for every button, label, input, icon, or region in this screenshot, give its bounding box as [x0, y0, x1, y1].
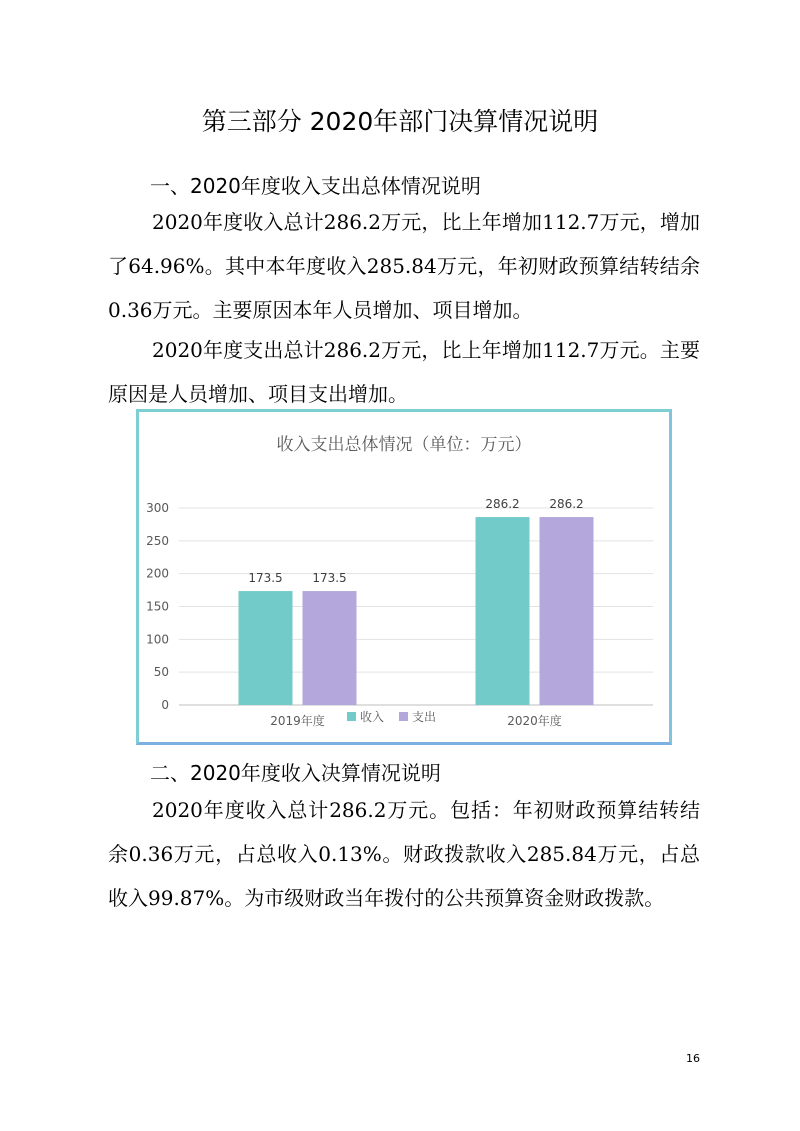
legend-label: 支出	[412, 710, 437, 724]
y-tick-label: 100	[146, 632, 169, 647]
paragraph-income-final: 2020年度收入总计286.2万元。包括：年初财政预算结转结余0.36万元，占总收入0.13%。财政拨款收入285.84万元，占总收入99.87%。为市级财政当年拨付的公共预算资金财政拨款。	[108, 798, 700, 910]
chart-frame	[136, 409, 672, 745]
y-tick-label: 150	[146, 599, 169, 614]
bar-data-label: 173.5	[312, 571, 347, 586]
x-category-label: 2019年度	[270, 714, 325, 728]
paragraph-income-summary: 2020年度收入总计286.2万元，比上年增加112.7万元，增加了64.96%。其中本年度收入285.84万元，年初财政预算结转结余0.36万元。主要原因本年人员增加、项目增加。	[108, 210, 700, 322]
income-expense-bar-chart	[139, 412, 669, 742]
x-category-label: 2020年度	[507, 714, 562, 728]
legend-label: 收入	[360, 710, 385, 724]
bar-收入-2020年度	[476, 517, 530, 705]
bar-收入-2019年度	[239, 591, 293, 705]
bar-data-label: 173.5	[248, 571, 283, 586]
chart-title: 收入支出总体情况（单位：万元）	[276, 435, 532, 455]
bar-支出-2019年度	[303, 591, 357, 705]
section-heading-income-final: 二、2020年度收入决算情况说明	[150, 761, 441, 785]
section-heading-income-expense: 一、2020年度收入支出总体情况说明	[150, 174, 481, 198]
page-title: 第三部分 2020年部门决算情况说明	[201, 107, 599, 136]
paragraph-expense-summary: 2020年度支出总计286.2万元，比上年增加112.7万元。主要原因是人员增加、项目支出增加。	[108, 338, 700, 406]
bar-支出-2020年度	[540, 517, 594, 705]
y-tick-label: 300	[146, 501, 169, 515]
legend-swatch	[347, 712, 356, 721]
bar-data-label: 286.2	[485, 497, 520, 512]
y-tick-label: 250	[146, 533, 169, 548]
y-tick-label: 50	[153, 665, 169, 680]
bar-data-label: 286.2	[549, 497, 584, 512]
page-number: 16	[686, 1052, 700, 1065]
y-tick-label: 200	[146, 566, 169, 581]
legend-swatch	[399, 712, 408, 721]
y-tick-label: 0	[161, 698, 169, 712]
